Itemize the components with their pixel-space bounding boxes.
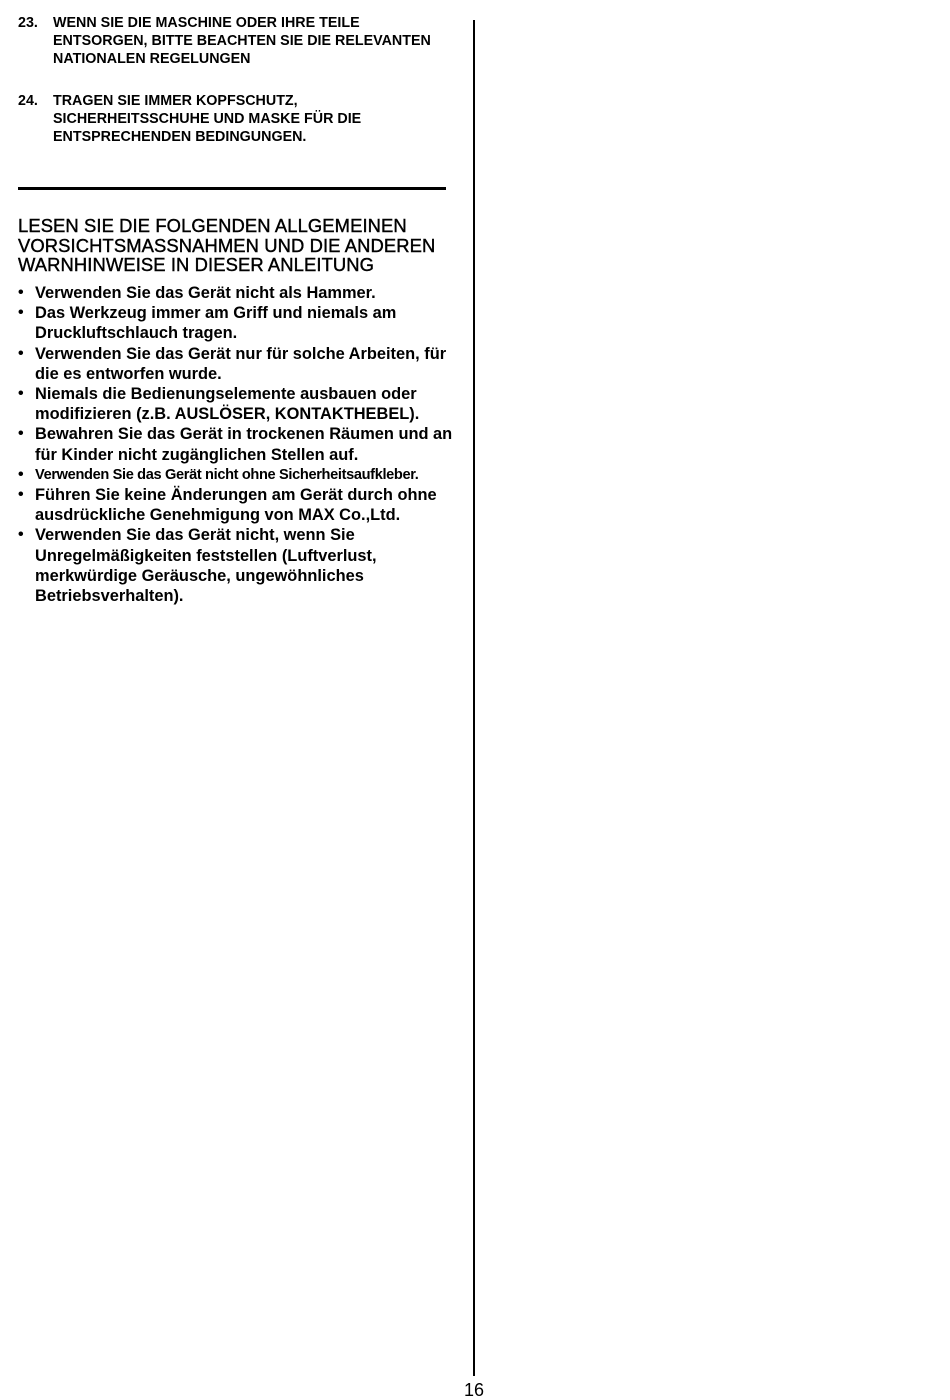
list-item bbox=[18, 283, 458, 303]
section-divider bbox=[18, 187, 446, 190]
bullet-icon: • bbox=[18, 465, 24, 483]
item-number: 23. bbox=[18, 15, 38, 31]
list-item bbox=[18, 465, 458, 485]
list-item-text: Verwenden Sie das Gerät nicht ohne Sicherheitsaufkleber. bbox=[35, 466, 419, 483]
list-item-text: Bewahren Sie das Gerät in trockenen Räumen und an für Kinder nicht zugänglichen Stellen auf. bbox=[35, 425, 453, 464]
list-item-text: Das Werkzeug immer am Griff und niemals am Druckluftschlauch tragen. bbox=[35, 304, 397, 343]
list-item-text: Verwenden Sie das Gerät nicht, wenn Sie Unregelmäßigkeiten feststellen (Luftverlust, merkwürdige Geräusche, ungewöhnliches Betriebsverhalten). bbox=[35, 526, 377, 606]
numbered-item-24 bbox=[18, 92, 448, 146]
list-item bbox=[18, 384, 458, 424]
bullet-icon: • bbox=[18, 526, 24, 544]
list-item-text: Verwenden Sie das Gerät nur für solche Arbeiten, für die es entworfen wurde. bbox=[35, 344, 447, 383]
list-item-text: Führen Sie keine Änderungen am Gerät durch ohne ausdrückliche Genehmigung von MAX Co.,Ltd. bbox=[35, 486, 437, 525]
numbered-item-23 bbox=[18, 14, 448, 68]
list-item bbox=[18, 525, 458, 606]
list-item bbox=[18, 485, 458, 525]
list-item bbox=[18, 303, 458, 343]
column-divider bbox=[473, 20, 475, 1376]
bullet-icon: • bbox=[18, 344, 24, 362]
bullet-icon: • bbox=[18, 486, 24, 504]
item-text: TRAGEN SIE IMMER KOPFSCHUTZ, SICHERHEITSSCHUHE UND MASKE FÜR DIE ENTSPRECHENDEN BEDINGUNGEN. bbox=[53, 93, 362, 145]
precautions-list bbox=[18, 283, 458, 606]
section-heading: LESEN SIE DIE FOLGENDEN ALLGEMEINEN VORSICHTSMASSNAHMEN UND DIE ANDEREN WARNHINWEISE IN DIESER ANLEITUNG bbox=[18, 215, 436, 275]
list-item-text: Niemals die Bedienungselemente ausbauen oder modifizieren (z.B. AUSLÖSER, KONTAKTHEBEL). bbox=[35, 385, 420, 424]
item-number: 24. bbox=[18, 93, 38, 109]
page-number: 16 bbox=[464, 1380, 485, 1400]
numbered-list bbox=[18, 14, 448, 146]
list-item-text: Verwenden Sie das Gerät nicht als Hammer. bbox=[35, 284, 376, 302]
bullet-icon: • bbox=[18, 385, 24, 403]
bullet-icon: • bbox=[18, 304, 24, 322]
bullet-icon: • bbox=[18, 284, 24, 301]
list-item bbox=[18, 424, 458, 464]
item-text: WENN SIE DIE MASCHINE ODER IHRE TEILE ENTSORGEN, BITTE BEACHTEN SIE DIE RELEVANTEN NATIONALEN REGELUNGEN bbox=[53, 15, 431, 67]
bullet-icon: • bbox=[18, 425, 24, 443]
list-item bbox=[18, 344, 458, 384]
